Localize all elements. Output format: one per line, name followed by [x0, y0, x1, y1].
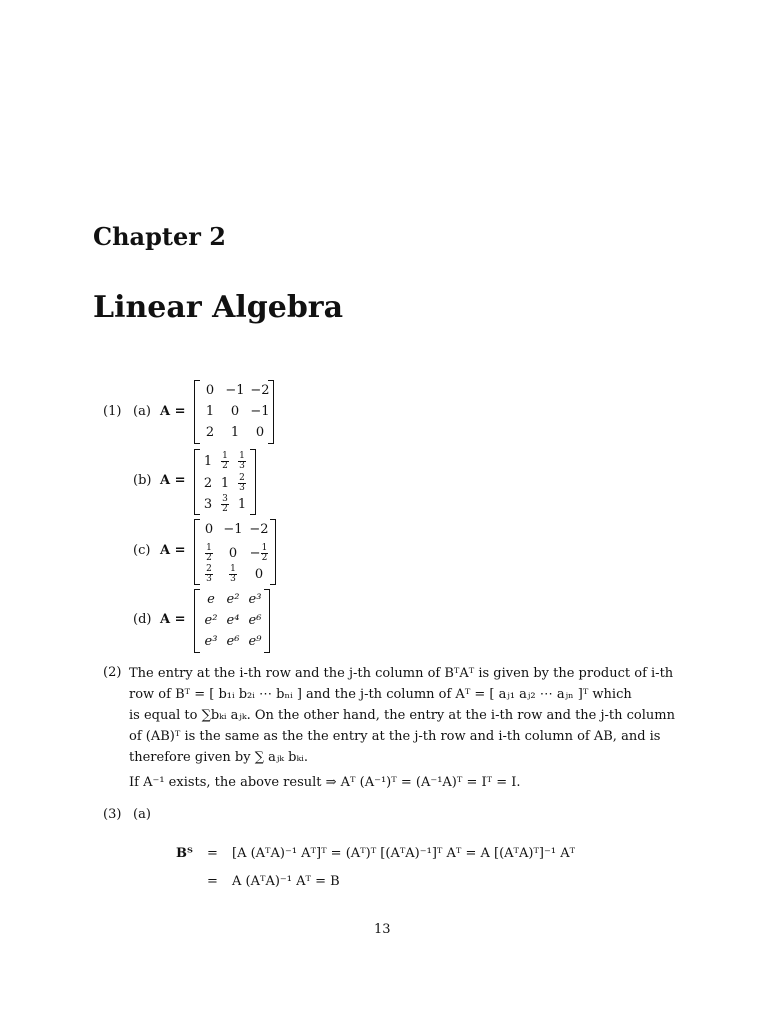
matrix-row	[200, 452, 250, 471]
part-c-lhs: A =	[160, 543, 186, 558]
part-b-label: (b)	[133, 473, 152, 488]
matrix-cell: 1	[230, 425, 240, 440]
matrix-row	[200, 522, 270, 537]
matrix-row	[200, 495, 250, 514]
matrix-cell: 0	[254, 567, 264, 582]
problem-3-number: (3)	[103, 807, 122, 822]
matrix-cell: 2	[205, 425, 215, 440]
equation-lhs: Bᵀ	[176, 846, 193, 861]
fraction: $\frac{1}{2}$	[222, 451, 228, 471]
matrix-cell: −1	[223, 522, 243, 537]
fraction: $\frac{1}{3}$	[230, 564, 236, 584]
matrix-cell: e	[207, 592, 215, 607]
matrix-cell: −1	[225, 383, 245, 398]
matrix-a	[194, 380, 274, 444]
text-line: is equal to ∑bₖᵢ aⱼₖ. On the other hand, the entry at the i-th row and the j-th column	[129, 708, 675, 723]
fraction: $\frac{1}{2}$	[261, 543, 268, 563]
matrix-cell: −2	[250, 383, 270, 398]
fraction: $\frac{2}{3}$	[239, 473, 245, 493]
matrix-cell: 0	[230, 404, 240, 419]
equation-relation: =	[207, 846, 218, 861]
matrix-cell: −2	[249, 522, 269, 537]
equation-rhs: [A (AᵀA)⁻¹ Aᵀ]ᵀ = (Aᵀ)ᵀ [(AᵀA)⁻¹]ᵀ Aᵀ = A [(AᵀA)ᵀ]⁻¹ Aᵀ	[232, 846, 576, 861]
matrix-cell: e³	[248, 592, 262, 607]
matrix-cell: 0	[205, 383, 215, 398]
text-line: therefore given by ∑ aⱼₖ bₖᵢ.	[129, 750, 308, 765]
right-bracket	[270, 519, 276, 585]
part-d-label: (d)	[133, 612, 152, 627]
matrix-cell: −1	[250, 404, 270, 419]
right-bracket	[250, 449, 256, 515]
matrix-row	[200, 425, 270, 440]
matrix-cell: e⁶	[226, 634, 240, 649]
matrix-cell: e²	[204, 613, 218, 628]
matrix-cell: 0	[255, 425, 265, 440]
part-a-label: (a)	[133, 404, 151, 419]
matrix-row	[200, 404, 270, 419]
matrix-row	[200, 613, 266, 628]
matrix-cell: 2	[203, 476, 213, 491]
matrix-cell: 1	[220, 476, 230, 491]
matrix-cell: 1	[205, 404, 215, 419]
problem-1-number: (1)	[103, 404, 122, 419]
text-line: If A⁻¹ exists, the above result ⇒ Aᵀ (A⁻¹)ᵀ = (A⁻¹A)ᵀ = Iᵀ = I.	[129, 775, 521, 790]
matrix-row: $\frac{1}{2}$ 0 − $\frac{1}{2}$	[206, 543, 268, 563]
part-d-lhs: A =	[160, 612, 186, 627]
matrix-cell: e²	[226, 592, 240, 607]
matrix-cell: e⁶	[248, 613, 262, 628]
matrix-row	[200, 474, 250, 493]
matrix-cell: e⁴	[226, 613, 240, 628]
matrix-d	[194, 589, 270, 653]
matrix-cell: 1	[237, 497, 247, 512]
fraction: $\frac{3}{2}$	[222, 494, 228, 514]
problem-2-text	[129, 663, 675, 793]
fraction: $\frac{1}{3}$	[239, 451, 245, 471]
matrix-cell: 0	[204, 522, 214, 537]
matrix-cell: 1	[203, 454, 213, 469]
matrix-cell: e⁹	[248, 634, 262, 649]
text-line: of (AB)ᵀ is the same as the the entry at the j-th row and i-th column of AB, and is	[129, 729, 661, 744]
matrix-row	[200, 634, 266, 649]
matrix-b	[194, 449, 256, 515]
matrix-cell: 3	[203, 497, 213, 512]
part-a-lhs: A =	[160, 404, 186, 419]
text-line: row of Bᵀ = [ b₁ᵢ b₂ᵢ ⋯ bₙᵢ ] and the j-th column of Aᵀ = [ aⱼ₁ aⱼ₂ ⋯ aⱼₙ ]ᵀ which	[129, 687, 632, 702]
matrix-row	[200, 565, 270, 584]
text-line: The entry at the i-th row and the j-th column of BᵀAᵀ is given by the product of i-th	[129, 666, 674, 681]
part-c-label: (c)	[133, 543, 151, 558]
matrix-cell: e³	[204, 634, 218, 649]
equation-relation: =	[207, 874, 218, 889]
page-number: 13	[374, 922, 391, 937]
matrix-cell: 0	[228, 546, 238, 561]
part-b-lhs: A =	[160, 473, 186, 488]
fraction: $\frac{1}{2}$	[206, 543, 212, 563]
matrix-row	[200, 592, 266, 607]
chapter-label: Chapter 2	[93, 222, 226, 251]
problem-3-part: (a)	[133, 807, 151, 822]
problem-2-number: (2)	[103, 665, 122, 680]
chapter-title: Linear Algebra	[93, 290, 344, 325]
fraction: $\frac{2}{3}$	[206, 564, 212, 584]
equation-rhs: A (AᵀA)⁻¹ Aᵀ = B	[232, 874, 340, 889]
matrix-c	[194, 519, 276, 585]
matrix-row	[200, 383, 270, 398]
